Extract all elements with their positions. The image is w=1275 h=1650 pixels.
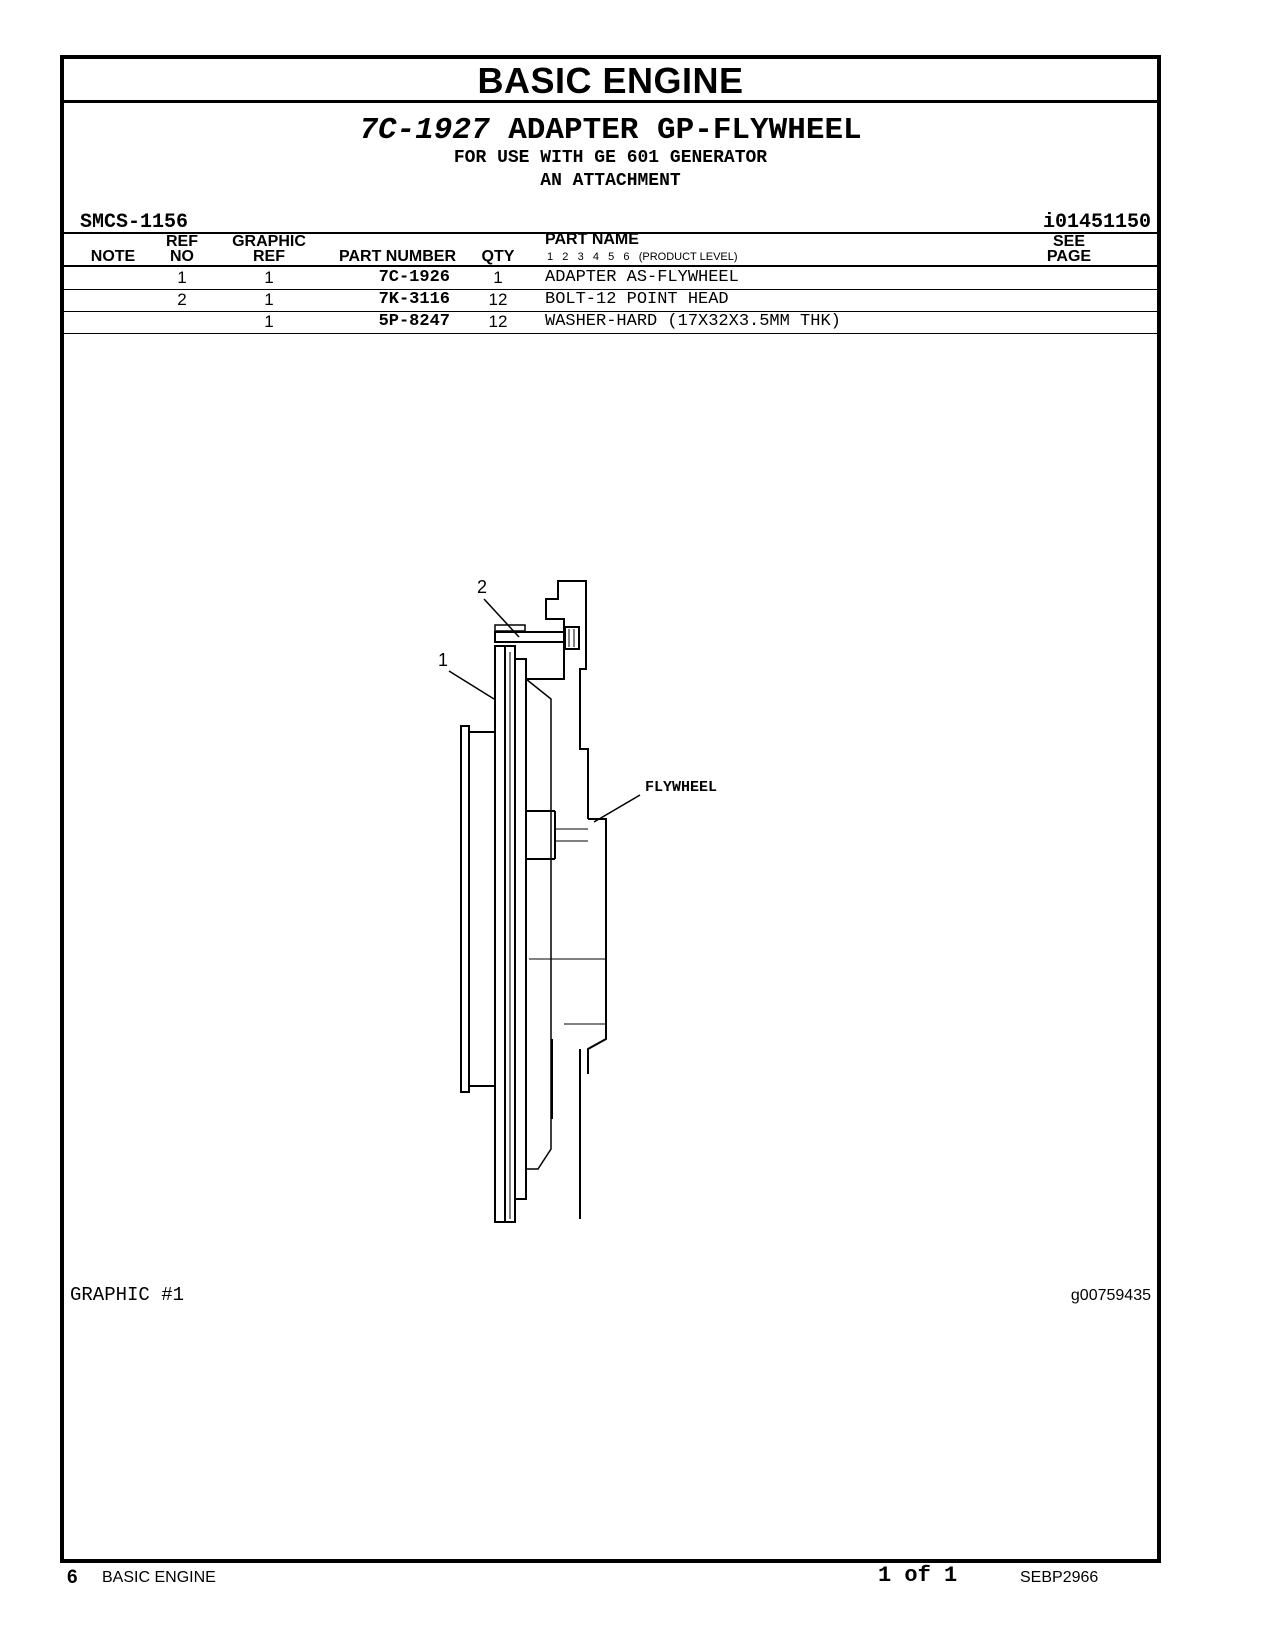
row3-part-name: WASHER-HARD (17X32X3.5MM THK) [545, 312, 841, 331]
footer-pagination: 1 of 1 [878, 1563, 958, 1588]
adapter-hub-flange [469, 732, 495, 1086]
footer-doc-id: SEBP2966 [1020, 1569, 1099, 1586]
row2-ref-no: 2 [177, 290, 187, 309]
graphic-id: g00759435 [1070, 1287, 1151, 1304]
smcs-code: SMCS-1156 [80, 211, 189, 234]
footer-page-number: 6 [67, 1567, 78, 1588]
col-ref-header-bottom: NO [170, 248, 194, 265]
adapter-plate [495, 646, 505, 1222]
document-ident: i01451150 [1042, 211, 1151, 234]
row2-graphic-ref: 1 [264, 290, 274, 309]
graphic-label: GRAPHIC #1 [70, 1284, 185, 1306]
row1-graphic-ref: 1 [264, 268, 274, 287]
callout-1-text: 1 [438, 650, 449, 670]
subtitle-attachment: AN ATTACHMENT [540, 171, 681, 191]
bolt-head [565, 627, 579, 649]
flywheel-callout-text: FLYWHEEL [645, 779, 718, 796]
page-frame [60, 55, 1161, 1563]
row3-qty: 12 [488, 312, 508, 331]
col-note-header: NOTE [90, 248, 136, 265]
row2-qty: 12 [488, 290, 508, 309]
bolt [495, 632, 565, 642]
row2-part-number: 7K-3116 [378, 290, 450, 309]
row1-ref-no: 1 [177, 268, 187, 287]
row1-part-number: 7C-1926 [378, 268, 450, 287]
product-level-header: 1 2 3 4 5 6 (PRODUCT LEVEL) [547, 251, 738, 263]
callout-1-leader [449, 671, 494, 699]
flywheel-rim [526, 581, 588, 819]
row1-qty: 1 [493, 268, 503, 287]
adapter-step [515, 659, 526, 1199]
col-graphic-header-top: GRAPHIC [232, 233, 306, 250]
footer-section: BASIC ENGINE [102, 1569, 216, 1586]
flywheel-hub [588, 819, 606, 1074]
col-ref-header-top: REF [166, 233, 198, 250]
page-title: BASIC ENGINE [477, 60, 744, 101]
col-part-name-header: PART NAME [545, 231, 639, 248]
adapter-outer-ring [461, 726, 469, 1092]
row3-graphic-ref: 1 [264, 312, 274, 331]
row3-part-number: 5P-8247 [378, 312, 450, 331]
col-qty-header: QTY [481, 248, 515, 265]
subtitle-usage: FOR USE WITH GE 601 GENERATOR [453, 148, 768, 168]
col-part-number-header: PART NUMBER [338, 248, 456, 265]
flywheel-adapter-drawing [64, 59, 1157, 1559]
flywheel-leader [594, 795, 640, 822]
group-name: ADAPTER GP-FLYWHEEL [508, 113, 862, 148]
group-part-number: 7C-1927 [359, 113, 490, 148]
col-see-page-header-bottom: PAGE [1046, 248, 1092, 265]
col-graphic-header-bottom: REF [253, 248, 285, 265]
row2-part-name: BOLT-12 POINT HEAD [545, 290, 729, 309]
callout-2-text: 2 [477, 577, 488, 597]
row1-part-name: ADAPTER AS-FLYWHEEL [545, 268, 739, 287]
col-see-page-header-top: SEE [1052, 233, 1085, 250]
